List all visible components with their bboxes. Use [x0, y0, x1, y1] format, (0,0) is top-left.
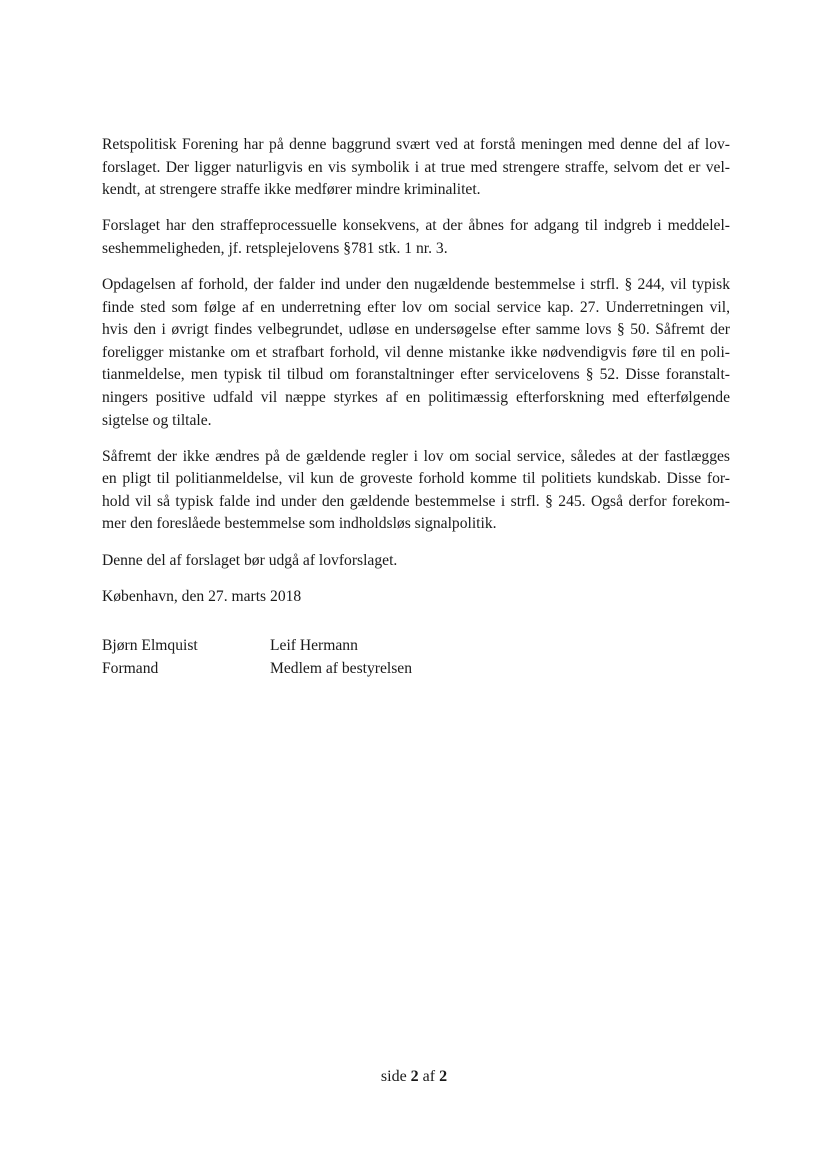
date-line — [102, 586, 730, 609]
text-line: finde sted som følge af en underretning efter lov om social service kap. 27. Underretningen vil, — [102, 298, 730, 316]
text-line: Såfremt der ikke ændres på de gældende regler i lov om social service, således at der fastlægges — [102, 447, 730, 465]
signatory-name: Leif Hermann — [270, 637, 358, 654]
text-line: Forslaget har den straffeprocessuelle konsekvens, at der åbnes for adgang til indgreb i meddelel- — [102, 217, 730, 235]
signatory-name: Bjørn Elmquist — [102, 637, 198, 654]
text-line: Denne del af forslaget bør udgå af lovforslaget. — [102, 551, 398, 569]
signatory-title: Formand — [102, 659, 159, 677]
total-pages: 2 — [439, 1068, 448, 1085]
text-line: kendt, at strengere straffe ikke medfører mindre kriminalitet. — [102, 181, 481, 199]
page-number-prefix: side — [380, 1068, 411, 1085]
text-line: en pligt til politianmeldelse, vil kun de groveste forhold komme til politiets kundskab. Disse for- — [102, 470, 730, 488]
text-line: tianmeldelse, men typisk til tilbud om foranstaltninger efter servicelovens § 52. Disse foranstalt- — [102, 366, 730, 384]
text-line: ningers positive udfald vil næppe styrkes af en politimæssig efterforskning med efterfølgende — [102, 388, 730, 406]
signatory-title: Medlem af bestyrelsen — [270, 659, 413, 677]
text-line: sigtelse og tiltale. — [102, 411, 212, 429]
letter-body — [102, 134, 730, 622]
paragraph-5 — [102, 550, 730, 573]
paragraph-2 — [102, 215, 730, 260]
text-line: København, den 27. marts 2018 — [102, 587, 302, 605]
text-line: mer den foreslåede bestemmelse som indholdsløs signalpolitik. — [102, 515, 497, 533]
signatory-2 — [270, 635, 412, 680]
paragraph-3 — [102, 274, 730, 432]
paragraph-4 — [102, 446, 730, 536]
text-line: Retspolitisk Forening har på denne baggrund svært ved at forstå meningen med denne del af lov- — [102, 136, 730, 153]
current-page: 2 — [410, 1068, 419, 1085]
text-line: foreligger mistanke om et strafbart forhold, vil denne mistanke ikke nødvendigvis føre til en poli- — [102, 343, 730, 361]
page-number-separator: af — [418, 1068, 440, 1085]
paragraph-1 — [102, 134, 730, 202]
text-line: hvis den i øvrigt findes velbegrundet, udløse en undersøgelse efter samme lovs § 50. Såfremt der — [102, 321, 730, 339]
text-line: hold vil så typisk falde ind under den gældende bestemmelse i strfl. § 245. Også derfor forekom- — [102, 492, 730, 510]
text-line: Opdagelsen af forhold, der falder ind under den nugældende bestemmelse i strfl. § 244, vil typisk — [102, 275, 730, 293]
page-number — [0, 1066, 828, 1088]
text-line: seshemmeligheden, jf. retsplejelovens §781 stk. 1 nr. 3. — [102, 239, 448, 257]
text-line: forslaget. Der ligger naturligvis en vis symbolik i at true med strengere straffe, selvom det er vel- — [102, 158, 730, 176]
signatory-1 — [102, 635, 198, 680]
